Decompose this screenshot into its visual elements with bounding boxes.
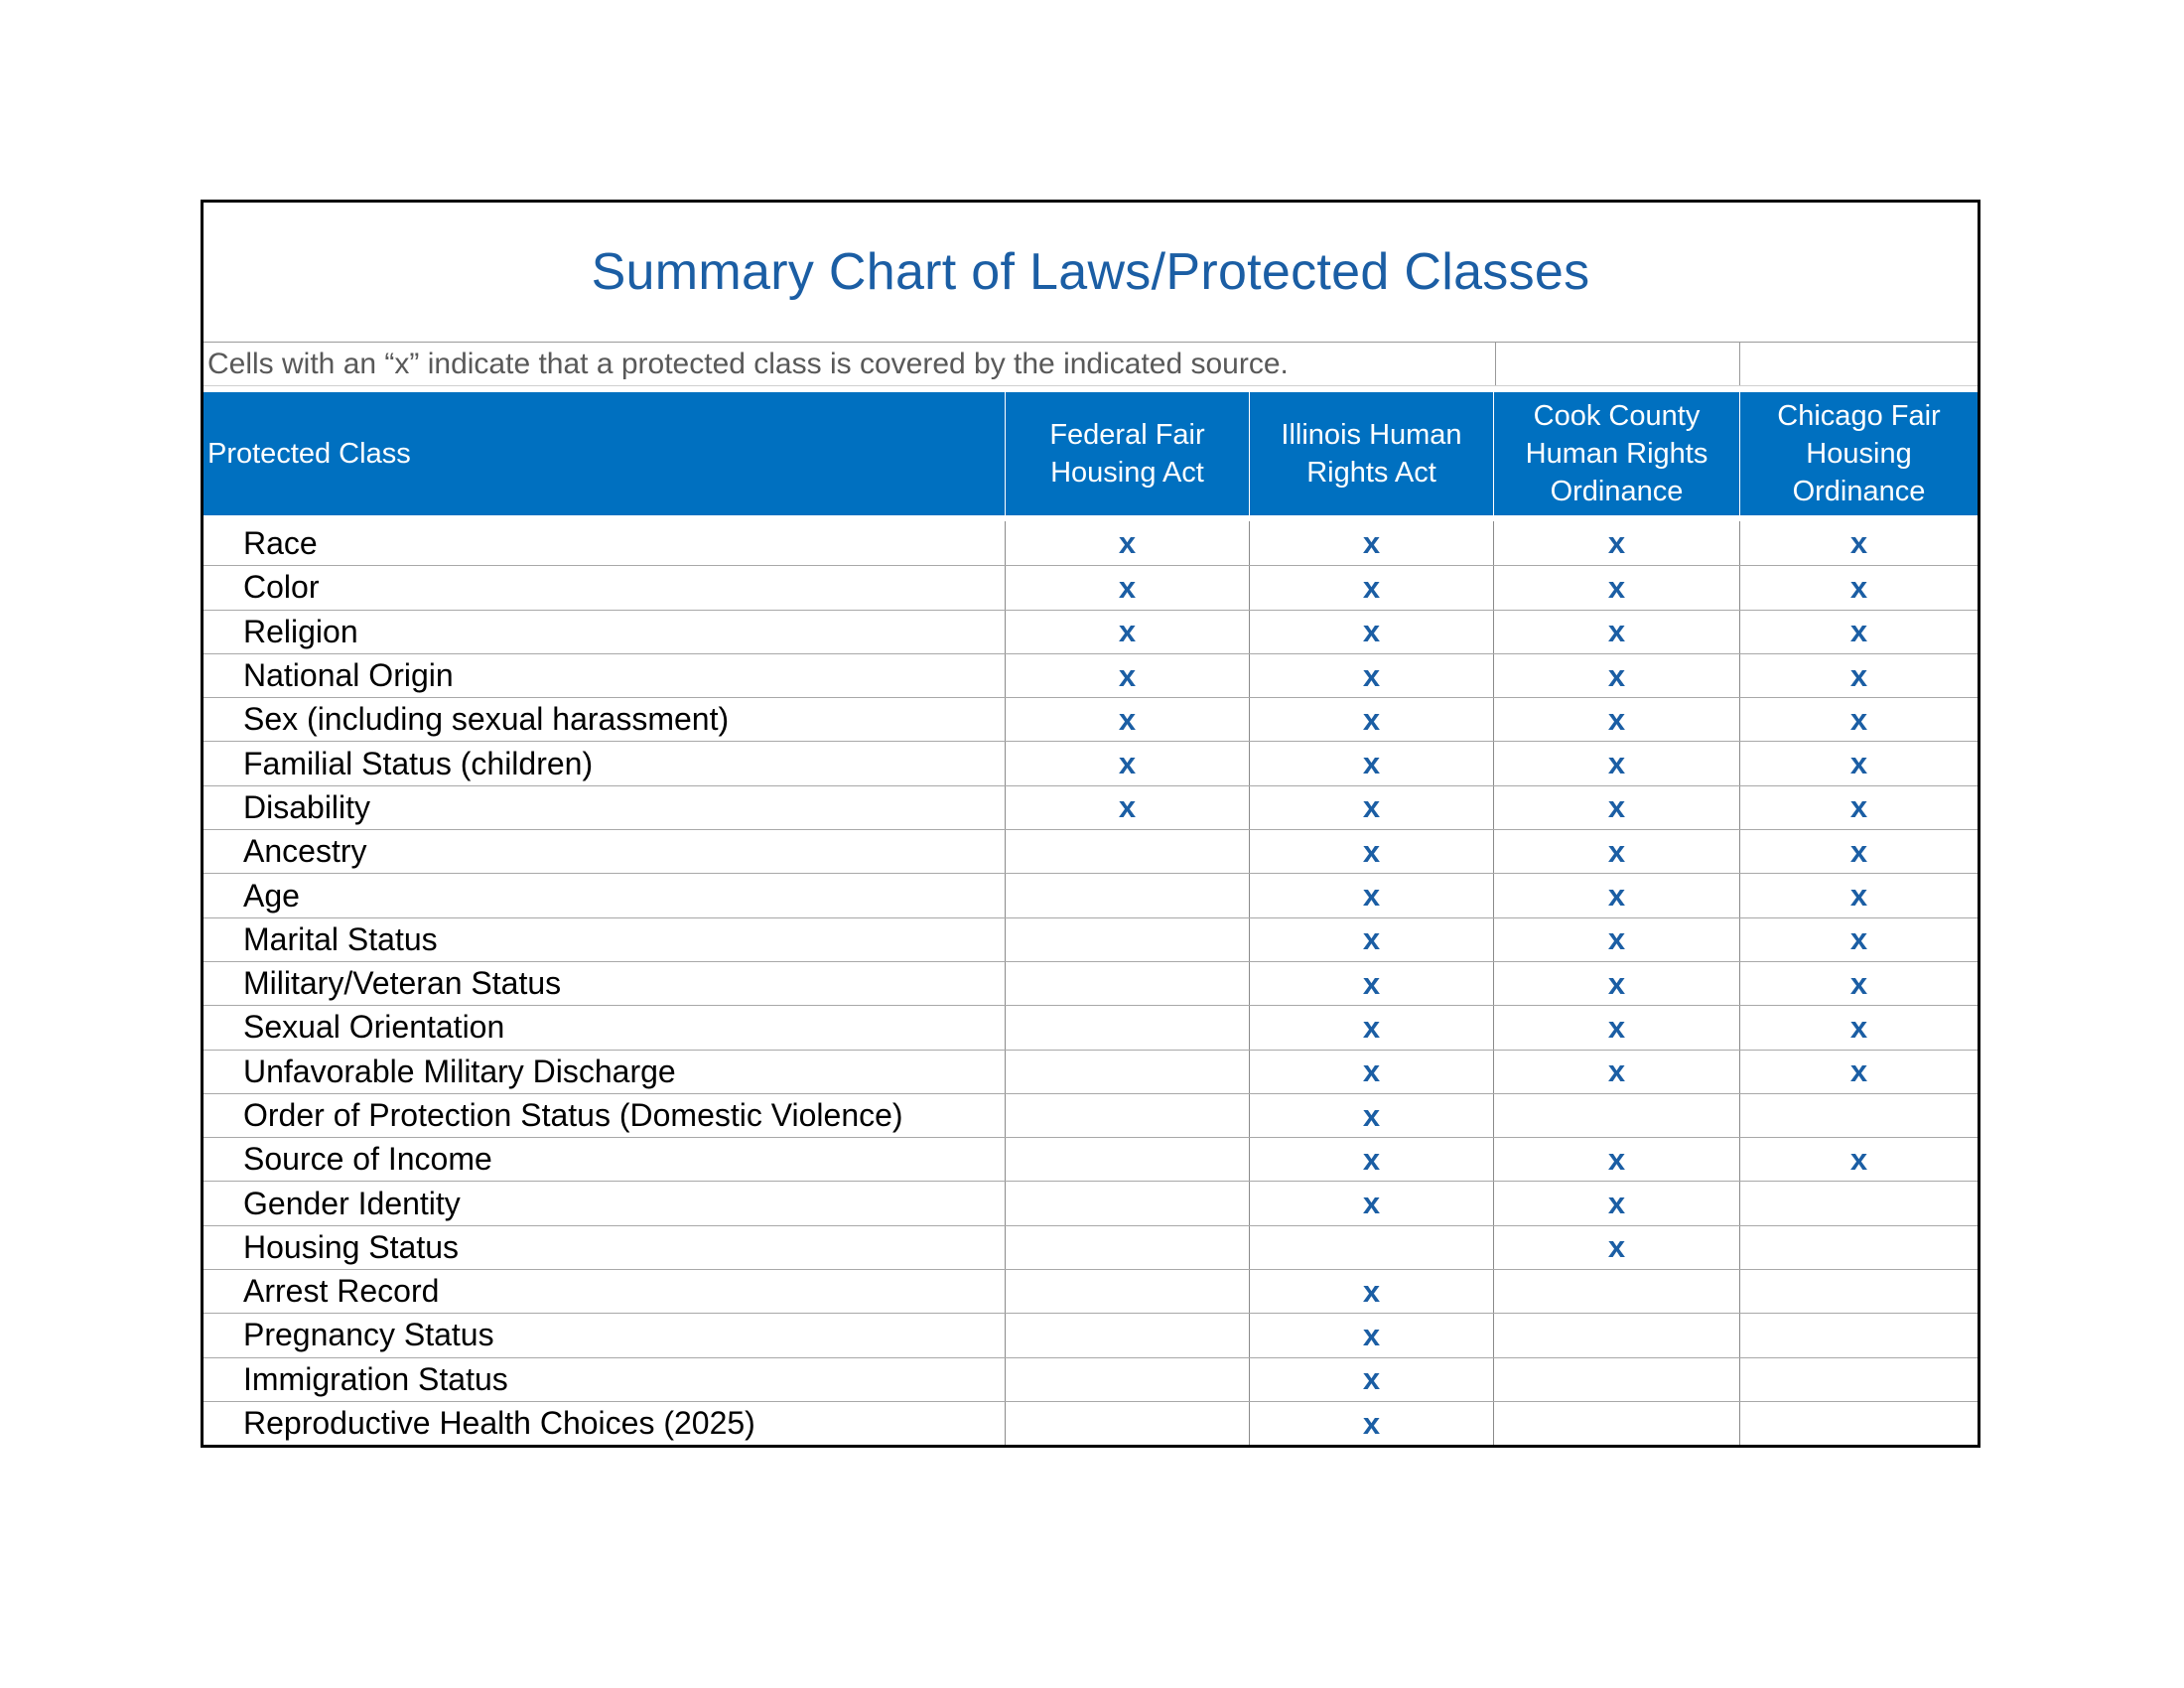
table-row xyxy=(204,653,1978,697)
protected-class-label: Order of Protection Status (Domestic Violence) xyxy=(243,1097,903,1133)
column-header-federal-fair-housing-act: Federal Fair Housing Act xyxy=(1005,392,1249,515)
table-row xyxy=(204,1093,1978,1137)
coverage-mark-cell: x xyxy=(1493,566,1739,609)
coverage-mark-cell: x xyxy=(1493,830,1739,873)
table-row xyxy=(204,1313,1978,1356)
coverage-mark-cell: x xyxy=(1249,1051,1493,1093)
coverage-mark-cell xyxy=(1739,1226,1978,1269)
protected-class-label: Color xyxy=(243,569,320,606)
coverage-mark-cell xyxy=(1005,1270,1249,1313)
coverage-mark-cell: x xyxy=(1493,611,1739,653)
table-row xyxy=(204,741,1978,784)
table-row xyxy=(204,697,1978,741)
coverage-mark-cell: x xyxy=(1493,918,1739,961)
coverage-mark-cell xyxy=(1493,1402,1739,1445)
protected-class-label: Pregnancy Status xyxy=(243,1317,494,1353)
coverage-mark-cell: x xyxy=(1493,1006,1739,1049)
coverage-mark-cell: x xyxy=(1249,1358,1493,1401)
protected-class-label: Ancestry xyxy=(243,833,367,870)
protected-class-label: Familial Status (children) xyxy=(243,745,594,781)
coverage-mark-cell: x xyxy=(1493,1051,1739,1093)
coverage-mark-cell: x xyxy=(1739,611,1978,653)
coverage-mark-cell: x xyxy=(1739,918,1978,961)
legend-empty-cell xyxy=(1739,343,1983,385)
protected-class-label: Reproductive Health Choices (2025) xyxy=(243,1405,755,1442)
coverage-mark-cell xyxy=(1005,1006,1249,1049)
table-row xyxy=(204,1137,1978,1181)
coverage-mark-cell: x xyxy=(1249,521,1493,565)
coverage-mark-cell: x xyxy=(1493,521,1739,565)
coverage-mark-cell: x xyxy=(1739,566,1978,609)
protected-class-label: Age xyxy=(243,877,300,914)
coverage-mark-cell xyxy=(1493,1314,1739,1356)
coverage-mark-cell: x xyxy=(1249,1270,1493,1313)
coverage-mark-cell xyxy=(1005,1182,1249,1224)
column-header-illinois-human-rights-act: Illinois Human Rights Act xyxy=(1249,392,1493,515)
coverage-mark-cell xyxy=(1005,1051,1249,1093)
summary-chart-table xyxy=(201,200,1980,1448)
coverage-mark-cell: x xyxy=(1739,1138,1978,1181)
coverage-mark-cell: x xyxy=(1493,698,1739,741)
coverage-mark-cell xyxy=(1739,1358,1978,1401)
table-row xyxy=(204,1357,1978,1401)
protected-class-label: Race xyxy=(243,524,318,561)
protected-class-label: Immigration Status xyxy=(243,1360,508,1397)
coverage-mark-cell xyxy=(1005,1138,1249,1181)
coverage-mark-cell: x xyxy=(1005,742,1249,784)
coverage-mark-cell: x xyxy=(1739,962,1978,1005)
coverage-mark-cell: x xyxy=(1493,962,1739,1005)
coverage-mark-cell: x xyxy=(1493,874,1739,916)
table-row xyxy=(204,873,1978,916)
table-row xyxy=(204,565,1978,609)
coverage-mark-cell: x xyxy=(1739,830,1978,873)
coverage-mark-cell: x xyxy=(1493,654,1739,697)
coverage-mark-cell xyxy=(1493,1094,1739,1137)
table-body xyxy=(204,521,1978,1445)
table-row xyxy=(204,785,1978,829)
table-row xyxy=(204,829,1978,873)
coverage-mark-cell: x xyxy=(1249,830,1493,873)
coverage-mark-cell: x xyxy=(1005,698,1249,741)
coverage-mark-cell: x xyxy=(1249,1402,1493,1445)
protected-class-label: Sex (including sexual harassment) xyxy=(243,701,730,738)
coverage-mark-cell: x xyxy=(1249,654,1493,697)
coverage-mark-cell xyxy=(1005,1358,1249,1401)
coverage-mark-cell xyxy=(1739,1402,1978,1445)
table-row xyxy=(204,521,1978,565)
coverage-mark-cell: x xyxy=(1739,1051,1978,1093)
table-row xyxy=(204,961,1978,1005)
coverage-mark-cell xyxy=(1005,874,1249,916)
protected-class-label: Arrest Record xyxy=(243,1273,440,1310)
coverage-mark-cell: x xyxy=(1249,786,1493,829)
coverage-mark-cell xyxy=(1005,1402,1249,1445)
protected-class-label: Religion xyxy=(243,613,358,649)
table-row xyxy=(204,610,1978,653)
coverage-mark-cell xyxy=(1249,1226,1493,1269)
coverage-mark-cell xyxy=(1005,962,1249,1005)
coverage-mark-cell: x xyxy=(1493,786,1739,829)
table-row xyxy=(204,1401,1978,1445)
header-row xyxy=(204,392,1978,515)
column-header-protected-class: Protected Class xyxy=(207,438,411,470)
table-row xyxy=(204,1181,1978,1224)
protected-class-label: Housing Status xyxy=(243,1228,460,1265)
coverage-mark-cell: x xyxy=(1249,611,1493,653)
coverage-mark-cell: x xyxy=(1493,742,1739,784)
coverage-mark-cell xyxy=(1739,1314,1978,1356)
coverage-mark-cell: x xyxy=(1249,698,1493,741)
table-row xyxy=(204,1050,1978,1093)
coverage-mark-cell xyxy=(1739,1270,1978,1313)
coverage-mark-cell: x xyxy=(1739,786,1978,829)
protected-class-label: Military/Veteran Status xyxy=(243,965,562,1002)
coverage-mark-cell xyxy=(1005,918,1249,961)
coverage-mark-cell: x xyxy=(1493,1138,1739,1181)
coverage-mark-cell: x xyxy=(1249,742,1493,784)
coverage-mark-cell: x xyxy=(1249,1138,1493,1181)
column-header-cook-county-human-rights-ordinance: Cook County Human Rights Ordinance xyxy=(1493,392,1739,515)
table-row xyxy=(204,917,1978,961)
coverage-mark-cell: x xyxy=(1739,1006,1978,1049)
coverage-mark-cell: x xyxy=(1249,1006,1493,1049)
coverage-mark-cell: x xyxy=(1739,742,1978,784)
chart-title: Summary Chart of Laws/Protected Classes xyxy=(204,203,1978,343)
coverage-mark-cell: x xyxy=(1249,918,1493,961)
coverage-mark-cell xyxy=(1493,1358,1739,1401)
table-row xyxy=(204,1269,1978,1313)
coverage-mark-cell xyxy=(1739,1094,1978,1137)
coverage-mark-cell xyxy=(1005,1314,1249,1356)
column-header-chicago-fair-housing-ordinance: Chicago Fair Housing Ordinance xyxy=(1739,392,1978,515)
coverage-mark-cell: x xyxy=(1249,566,1493,609)
coverage-mark-cell: x xyxy=(1005,521,1249,565)
coverage-mark-cell: x xyxy=(1005,566,1249,609)
legend-row xyxy=(204,343,1978,386)
coverage-mark-cell: x xyxy=(1005,654,1249,697)
coverage-mark-cell: x xyxy=(1249,962,1493,1005)
coverage-mark-cell: x xyxy=(1249,1182,1493,1224)
protected-class-label: National Origin xyxy=(243,657,454,694)
coverage-mark-cell xyxy=(1005,830,1249,873)
coverage-mark-cell: x xyxy=(1739,654,1978,697)
coverage-mark-cell: x xyxy=(1739,521,1978,565)
coverage-mark-cell: x xyxy=(1005,611,1249,653)
table-row xyxy=(204,1225,1978,1269)
coverage-mark-cell: x xyxy=(1493,1226,1739,1269)
protected-class-label: Sexual Orientation xyxy=(243,1009,505,1046)
coverage-mark-cell: x xyxy=(1005,786,1249,829)
table-row xyxy=(204,1005,1978,1049)
coverage-mark-cell: x xyxy=(1739,874,1978,916)
coverage-mark-cell: x xyxy=(1493,1182,1739,1224)
coverage-mark-cell: x xyxy=(1739,698,1978,741)
coverage-mark-cell xyxy=(1005,1094,1249,1137)
legend-text: Cells with an “x” indicate that a protected class is covered by the indicated source. xyxy=(207,348,1289,380)
coverage-mark-cell: x xyxy=(1249,1314,1493,1356)
coverage-mark-cell xyxy=(1493,1270,1739,1313)
protected-class-label: Unfavorable Military Discharge xyxy=(243,1053,676,1089)
protected-class-label: Disability xyxy=(243,788,371,825)
coverage-mark-cell xyxy=(1005,1226,1249,1269)
protected-class-label: Gender Identity xyxy=(243,1185,461,1221)
coverage-mark-cell: x xyxy=(1249,1094,1493,1137)
protected-class-label: Marital Status xyxy=(243,920,438,957)
coverage-mark-cell: x xyxy=(1249,874,1493,916)
protected-class-label: Source of Income xyxy=(243,1141,492,1178)
legend-empty-cell xyxy=(1495,343,1739,385)
coverage-mark-cell xyxy=(1739,1182,1978,1224)
